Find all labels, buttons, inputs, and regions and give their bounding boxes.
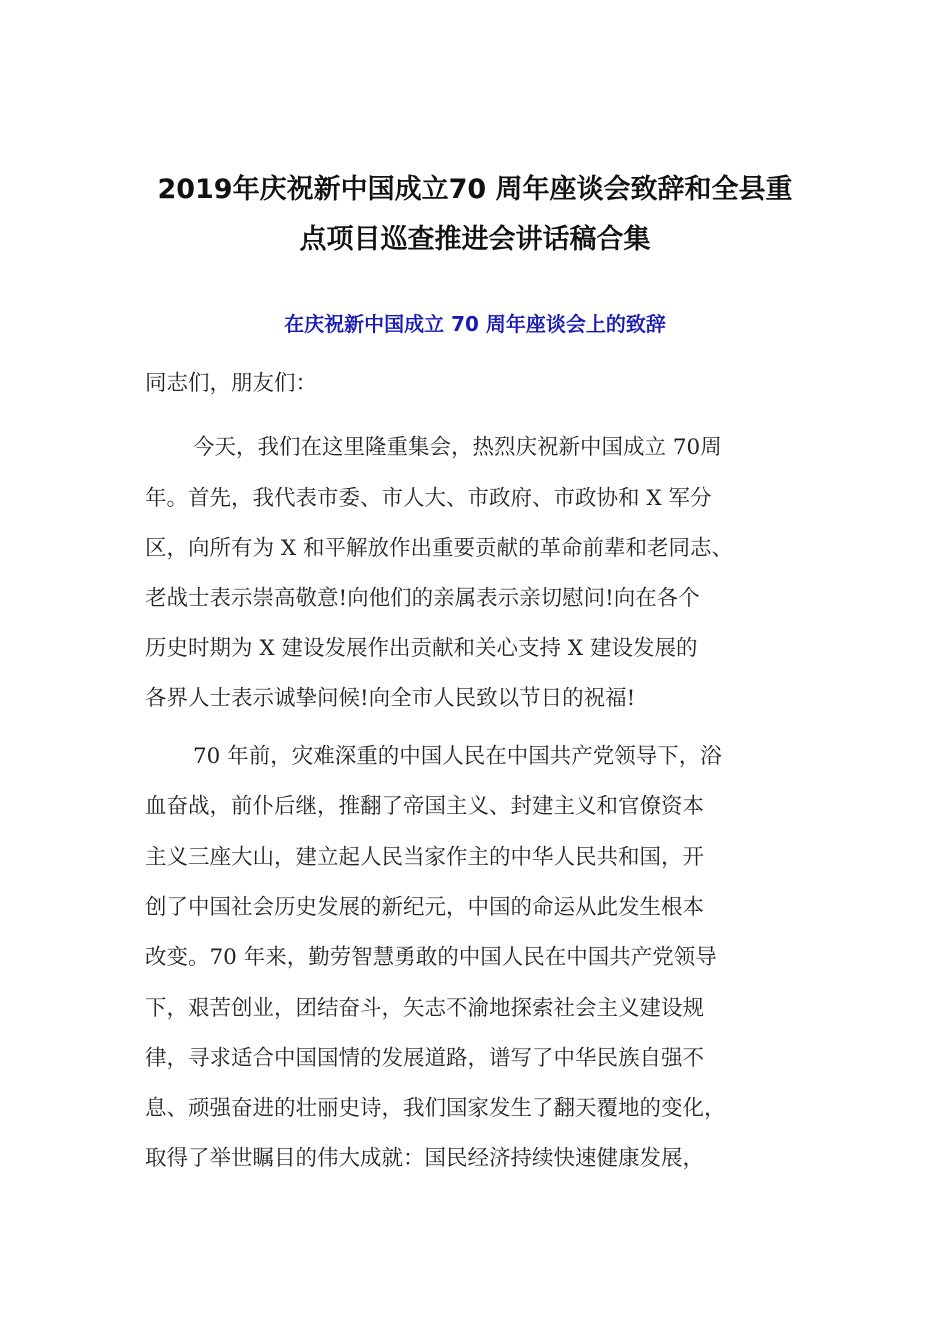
- paragraph-line: 改变。70 年来，勤劳智慧勇敢的中国人民在中国共产党领导: [145, 945, 717, 970]
- document-title-line-2: 点项目巡查推进会讲话稿合集: [299, 224, 651, 255]
- document-title-line-1: 2019年庆祝新中国成立70 周年座谈会致辞和全县重: [157, 174, 793, 205]
- paragraph-line: 年。首先，我代表市委、市人大、市政府、市政协和 X 军分: [145, 486, 712, 511]
- paragraph-line: 创了中国社会历史发展的新纪元，中国的命运从此发生根本: [145, 895, 705, 920]
- paragraph-line: 70 年前，灾难深重的中国人民在中国共产党领导下，浴: [193, 744, 722, 769]
- paragraph-line: 取得了举世瞩目的伟大成就：国民经济持续快速健康发展，: [145, 1146, 705, 1171]
- paragraph-line: 今天，我们在这里隆重集会，热烈庆祝新中国成立 70周: [193, 435, 722, 460]
- paragraph-line: 下，艰苦创业，团结奋斗，矢志不渝地探索社会主义建设规: [145, 996, 705, 1021]
- section-subtitle: 在庆祝新中国成立 70 周年座谈会上的致辞: [284, 312, 666, 336]
- paragraph-line: 血奋战，前仆后继，推翻了帝国主义、封建主义和官僚资本: [145, 794, 705, 819]
- paragraph-line: 各界人士表示诚挚问候!向全市人民致以节日的祝福!: [145, 686, 636, 711]
- salutation: 同志们，朋友们：: [145, 371, 318, 396]
- paragraph-line: 主义三座大山，建立起人民当家作主的中华人民共和国，开: [145, 845, 705, 870]
- paragraph-line: 息、顽强奋进的壮丽史诗，我们国家发生了翻天覆地的变化，: [145, 1096, 726, 1121]
- paragraph-line: 区，向所有为 X 和平解放作出重要贡献的革命前辈和老同志、: [145, 536, 733, 561]
- paragraph-line: 律，寻求适合中国国情的发展道路，谱写了中华民族自强不: [145, 1046, 705, 1071]
- paragraph-line: 老战士表示崇高敬意!向他们的亲属表示亲切慰问!向在各个: [145, 586, 700, 611]
- paragraph-line: 历史时期为 X 建设发展作出贡献和关心支持 X 建设发展的: [145, 636, 698, 661]
